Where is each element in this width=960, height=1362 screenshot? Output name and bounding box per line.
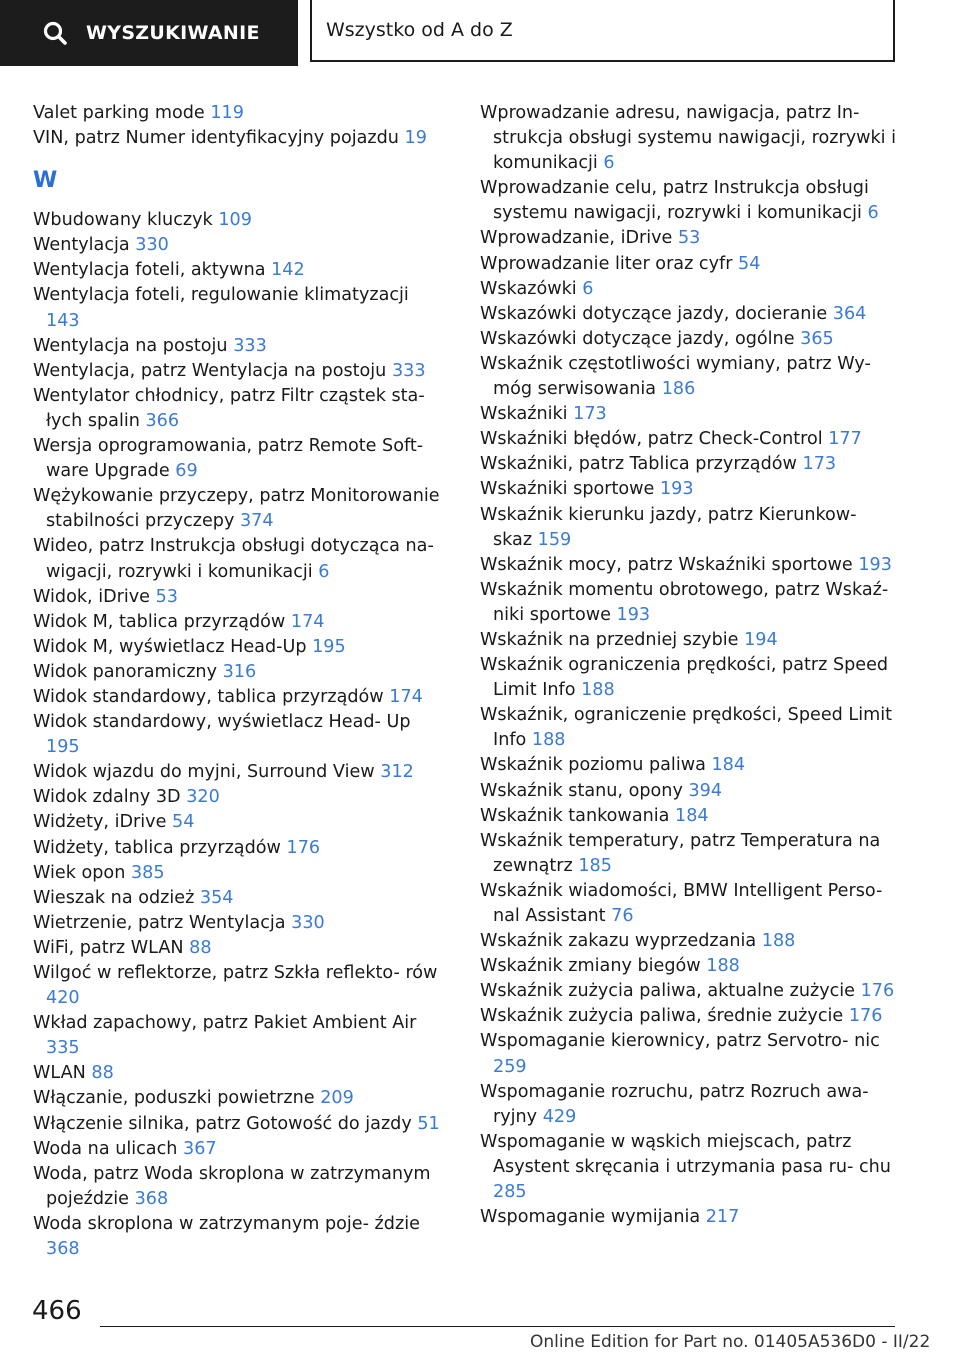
index-entry-text: Wspomaganie rozruchu, patrz Rozruch awa- ryjny (480, 1081, 869, 1127)
index-page-link[interactable]: 188 (581, 680, 615, 701)
index-entry (480, 829, 900, 879)
index-entry-text: Wprowadzanie adresu, nawigacja, patrz In- strukcja obsługi systemu nawigacji, rozrywki i komunikacji (480, 103, 897, 174)
index-page-link[interactable]: 54 (172, 812, 195, 833)
index-entry (33, 208, 445, 233)
index-page-link[interactable]: 184 (711, 755, 746, 776)
index-entry (480, 302, 900, 327)
index-page-link[interactable]: 285 (493, 1182, 527, 1203)
index-page-link[interactable]: 335 (46, 1038, 80, 1059)
index-entry-text: Wentylacja, patrz Wentylacja na postoju (33, 360, 387, 381)
index-entry (480, 1004, 900, 1029)
index-page-link[interactable]: 6 (603, 153, 615, 174)
index-entry (480, 1205, 900, 1230)
index-entry-text: Widok wjazdu do myjni, Surround View (33, 762, 375, 783)
index-entry (33, 886, 445, 911)
index-entry (480, 753, 900, 778)
index-entry (480, 1029, 900, 1079)
index-page-link[interactable]: 330 (135, 235, 169, 256)
index-entry (33, 660, 445, 685)
index-entry (33, 484, 445, 534)
index-page-link[interactable]: 188 (706, 956, 740, 977)
index-entry-text: Wskaźnik stanu, opony (480, 780, 683, 801)
index-entry-text: WLAN (33, 1063, 86, 1084)
index-entry (33, 1212, 445, 1262)
index-entry (33, 635, 445, 660)
index-entry-text: Wentylacja (33, 235, 130, 256)
index-page-link[interactable]: 368 (134, 1188, 169, 1209)
index-entry (33, 283, 445, 333)
index-entry-text: Wieszak na odzież (33, 887, 195, 908)
index-page-link[interactable]: 159 (537, 529, 572, 550)
index-entry (33, 810, 445, 835)
index-entry-text: Wietrzenie, patrz Wentylacja (33, 912, 286, 933)
index-entry (480, 477, 900, 502)
index-entry-text: Wskaźniki sportowe (480, 479, 655, 500)
index-page-link[interactable]: 185 (578, 855, 612, 876)
index-page-link[interactable]: 177 (828, 429, 862, 450)
index-entry (480, 427, 900, 452)
index-page-link[interactable]: 69 (175, 461, 198, 482)
index-entry-text: Wbudowany kluczyk (33, 210, 213, 231)
edition-note: Online Edition for Part no. 01405A536D0 - II/22 (530, 1332, 931, 1352)
index-entry-text: Włączanie, poduszki powietrzne (33, 1088, 315, 1109)
index-page-link[interactable]: 142 (271, 260, 305, 281)
index-entry (33, 334, 445, 359)
index-entry (480, 653, 900, 703)
index-entry-text: Wskaźnik, ograniczenie prędkości, Speed Limit Info (480, 705, 893, 751)
index-page-link[interactable]: 6 (318, 561, 330, 582)
index-page-link[interactable]: 186 (661, 379, 696, 400)
index-entry-text: Wspomaganie kierownicy, patrz Servotro- nic (480, 1031, 880, 1052)
index-entry-text: Wentylacja foteli, aktywna (33, 260, 266, 281)
index-entry-text: Woda skroplona w zatrzymanym poje- ździe (33, 1213, 420, 1234)
index-page-link[interactable]: 88 (91, 1063, 114, 1084)
index-entry (33, 861, 445, 886)
index-entry-text: Wskaźnik zmiany biegów (480, 956, 701, 977)
index-entry-text: Wskaźnik temperatury, patrz Temperatura na zewnątrz (480, 830, 881, 876)
index-page-link[interactable]: 354 (199, 887, 234, 908)
index-entry (33, 1011, 445, 1061)
index-entry (33, 359, 445, 384)
index-entry (33, 610, 445, 635)
index-entry-text: Wskaźnik zakazu wyprzedzania (480, 931, 757, 952)
index-entry (480, 1130, 900, 1205)
index-entry-text: Wskaźnik poziomu paliwa (480, 755, 706, 776)
index-entry (33, 233, 445, 258)
index-entry (33, 1112, 445, 1137)
index-entry (33, 1137, 445, 1162)
index-page-link[interactable]: 51 (417, 1113, 440, 1134)
index-page-link[interactable]: 88 (189, 937, 212, 958)
index-entry (480, 703, 900, 753)
index-page-link[interactable]: 420 (46, 988, 80, 1009)
index-page-link[interactable]: 367 (183, 1138, 217, 1159)
index-entry-text: Wskaźnik ograniczenia prędkości, patrz Speed Limit Info (480, 655, 889, 701)
index-entry-text: Wskazówki dotyczące jazdy, ogólne (480, 328, 795, 349)
search-tab-label: WYSZUKIWANIE (86, 22, 260, 44)
index-entry (480, 503, 900, 553)
index-page-link[interactable]: 76 (611, 906, 634, 926)
index-entry-text: Wprowadzanie liter oraz cyfr (480, 253, 733, 274)
index-entry-text: Wskaźnik tankowania (480, 805, 670, 826)
index-page-link[interactable]: 194 (744, 629, 778, 650)
index-page-link[interactable]: 109 (218, 210, 252, 231)
index-entry-text: Widok M, tablica przyrządów (33, 611, 286, 632)
index-entry-text: Wilgoć w reflektorze, patrz Szkła reflekto- rów (33, 963, 438, 983)
index-page-link[interactable]: 368 (46, 1239, 80, 1260)
index-entry-text: Wkład zapachowy, patrz Pakiet Ambient Air (33, 1013, 417, 1034)
index-entry (480, 804, 900, 829)
index-page-link[interactable]: 320 (186, 787, 220, 808)
index-page-link[interactable]: 6 (867, 203, 879, 224)
index-entry-text: Widżety, tablica przyrządów (33, 837, 281, 858)
index-entry-text: Widok, iDrive (33, 586, 150, 607)
index-entry (480, 954, 900, 979)
index-page-link[interactable]: 316 (222, 661, 257, 682)
index-page-link[interactable]: 365 (800, 328, 834, 349)
index-entry (480, 352, 900, 402)
index-entry-text: Wskaźnik momentu obrotowego, patrz Wskaź- niki sportowe (480, 579, 889, 625)
index-entry (480, 252, 900, 277)
top-navigation (0, 0, 960, 66)
index-entry-text: Wspomaganie wymijania (480, 1207, 701, 1228)
index-entry-text: VIN, patrz Numer identyfikacyjny pojazdu (33, 128, 399, 149)
index-page-link[interactable]: 54 (738, 253, 761, 274)
index-entry-text: Widok zdalny 3D (33, 787, 181, 808)
index-page-link[interactable]: 53 (155, 586, 178, 607)
index-page-link[interactable]: 173 (573, 404, 607, 425)
index-entry (480, 176, 900, 226)
index-page-link[interactable]: 259 (493, 1056, 527, 1077)
index-entry (33, 911, 445, 936)
index-entry-text: Wskaźniki, patrz Tablica przyrządów (480, 454, 797, 475)
index-page-link[interactable]: 143 (46, 310, 80, 331)
page-number: 466 (32, 1296, 82, 1326)
index-entry (480, 327, 900, 352)
index-page-link[interactable]: 217 (705, 1207, 740, 1228)
index-entry (480, 553, 900, 578)
index-page-link[interactable]: 176 (286, 837, 321, 858)
index-entry (33, 1086, 445, 1111)
index-page-link[interactable]: 312 (380, 762, 414, 783)
index-entry (33, 961, 445, 1011)
index-entry-text: Woda na ulicach (33, 1138, 178, 1159)
index-entry-text: Wężykowanie przyczepy, patrz Monitorowanie stabilności przyczepy (33, 486, 440, 532)
index-entry (480, 277, 900, 302)
index-entry-text: Wskazówki (480, 278, 577, 299)
index-entry-text: Wskaźnik zużycia paliwa, średnie zużycie (480, 1006, 844, 1027)
index-column-left (33, 101, 445, 1262)
index-entry (480, 452, 900, 477)
index-page-link[interactable]: 6 (582, 278, 594, 299)
index-entry (480, 402, 900, 427)
index-page-link[interactable]: 366 (145, 410, 180, 431)
index-page-link[interactable]: 19 (404, 128, 427, 149)
index-entry (33, 785, 445, 810)
index-page-link[interactable]: 195 (46, 737, 80, 758)
index-entry (33, 384, 445, 434)
index-page-link[interactable]: 188 (761, 931, 796, 952)
index-entry-text: Widok panoramiczny (33, 661, 217, 682)
index-entry (480, 979, 900, 1004)
index-entry-text: Wideo, patrz Instrukcja obsługi dotycząca na- wigacji, rozrywki i komunikacji (33, 536, 434, 582)
index-entry (33, 126, 445, 151)
index-entry (480, 879, 900, 929)
index-entry (33, 836, 445, 861)
index-entry (480, 578, 900, 628)
index-entry-text: Widżety, iDrive (33, 812, 167, 833)
index-entry-text: Włączenie silnika, patrz Gotowość do jazdy (33, 1113, 412, 1134)
index-entry-text: Wskaźnik wiadomości, BMW Intelligent Perso- nal Assistant (480, 880, 883, 926)
section-title: Wszystko od A do Z (326, 19, 513, 41)
index-entry (480, 929, 900, 954)
index-entry (33, 760, 445, 785)
index-entry-text: Wersja oprogramowania, patrz Remote Soft- ware Upgrade (33, 436, 424, 482)
index-page-link[interactable]: 174 (389, 686, 423, 707)
index-entry-text: WiFi, patrz WLAN (33, 937, 184, 958)
index-entry (33, 1061, 445, 1086)
index-entry (33, 936, 445, 961)
index-entry-text: Widok standardowy, wyświetlacz Head- Up (33, 712, 411, 733)
index-entry-text: Wentylacja foteli, regulowanie klimatyzacji (33, 285, 409, 306)
index-page-link[interactable]: 174 (290, 611, 325, 632)
index-page-link[interactable]: 193 (659, 479, 694, 500)
index-entry (480, 226, 900, 251)
index-letter-heading: W (33, 168, 58, 194)
index-page-link[interactable]: 364 (832, 303, 867, 324)
index-page-link[interactable]: 176 (860, 981, 895, 1002)
index-page-link[interactable]: 209 (320, 1088, 354, 1109)
section-title-tab[interactable] (310, 0, 895, 62)
index-entry (480, 628, 900, 653)
index-entry-text: Wentylator chłodnicy, patrz Filtr cząstek sta- łych spalin (33, 385, 425, 431)
index-entry-text: Wiek opon (33, 862, 126, 883)
index-entry-text: Wskaźniki błędów, patrz Check-Control (480, 429, 823, 450)
index-page-link[interactable]: 184 (675, 805, 709, 826)
index-entry-text: Wskaźniki (480, 404, 568, 425)
index-entry (33, 1162, 445, 1212)
index-page-link[interactable]: 374 (239, 511, 274, 532)
index-entry-text: Wskaźnik mocy, patrz Wskaźniki sportowe (480, 554, 853, 575)
index-page-link[interactable]: 176 (848, 1006, 883, 1027)
index-entry-text: Wskaźnik częstotliwości wymiany, patrz Wy- móg serwisowania (480, 353, 871, 400)
index-page-link[interactable]: 119 (210, 103, 244, 123)
index-entry-text: Woda, patrz Woda skroplona w zatrzymanym pojeździe (33, 1163, 431, 1209)
index-page-link[interactable]: 195 (312, 636, 346, 657)
index-entry-text: Wprowadzanie, iDrive (480, 228, 673, 249)
index-entry-text: Wskaźnik kierunku jazdy, patrz Kierunkow- skaz (480, 504, 857, 550)
footer-divider (100, 1326, 895, 1327)
index-entry-text: Wprowadzanie celu, patrz Instrukcja obsługi systemu nawigacji, rozrywki i komunikacji (480, 178, 869, 224)
index-entry (480, 1080, 900, 1130)
index-column-right (480, 101, 900, 1230)
index-entry (33, 534, 445, 584)
index-entry-text: Wentylacja na postoju (33, 335, 228, 356)
index-entry (480, 101, 900, 176)
index-entry-text: Wskaźnik zużycia paliwa, aktualne zużycie (480, 981, 856, 1002)
index-page-link[interactable]: 53 (677, 228, 701, 249)
index-entry-text: Wskaźnik na przedniej szybie (480, 629, 739, 650)
index-entry-text: Wskazówki dotyczące jazdy, docieranie (480, 303, 828, 324)
index-entry (480, 779, 900, 804)
index-page-link[interactable]: 173 (802, 454, 837, 475)
index-entry (33, 101, 445, 126)
index-page-link[interactable]: 193 (616, 604, 651, 625)
index-entry-text: Widok standardowy, tablica przyrządów (33, 686, 384, 707)
search-icon (42, 20, 68, 46)
index-entry (33, 434, 445, 484)
index-page-link[interactable]: 385 (130, 862, 165, 883)
index-entry (33, 585, 445, 610)
index-page-link[interactable]: 429 (542, 1106, 577, 1127)
index-entry-text: Valet parking mode (33, 103, 205, 123)
index-page-link[interactable]: 333 (391, 360, 426, 381)
index-entry (33, 710, 445, 760)
index-page-link[interactable]: 188 (531, 730, 566, 751)
index-page-link[interactable]: 394 (688, 780, 723, 801)
index-page-link[interactable]: 193 (858, 554, 892, 575)
index-page-link[interactable]: 330 (291, 912, 325, 933)
index-entry (33, 258, 445, 283)
index-page-link[interactable]: 333 (233, 335, 267, 356)
search-tab[interactable] (0, 0, 298, 66)
index-entry-text: Widok M, wyświetlacz Head-Up (33, 636, 307, 657)
index-entry-text: Wspomaganie w wąskich miejscach, patrz Asystent skręcania i utrzymania pasa ru- chu (480, 1131, 891, 1177)
index-entry (33, 685, 445, 710)
